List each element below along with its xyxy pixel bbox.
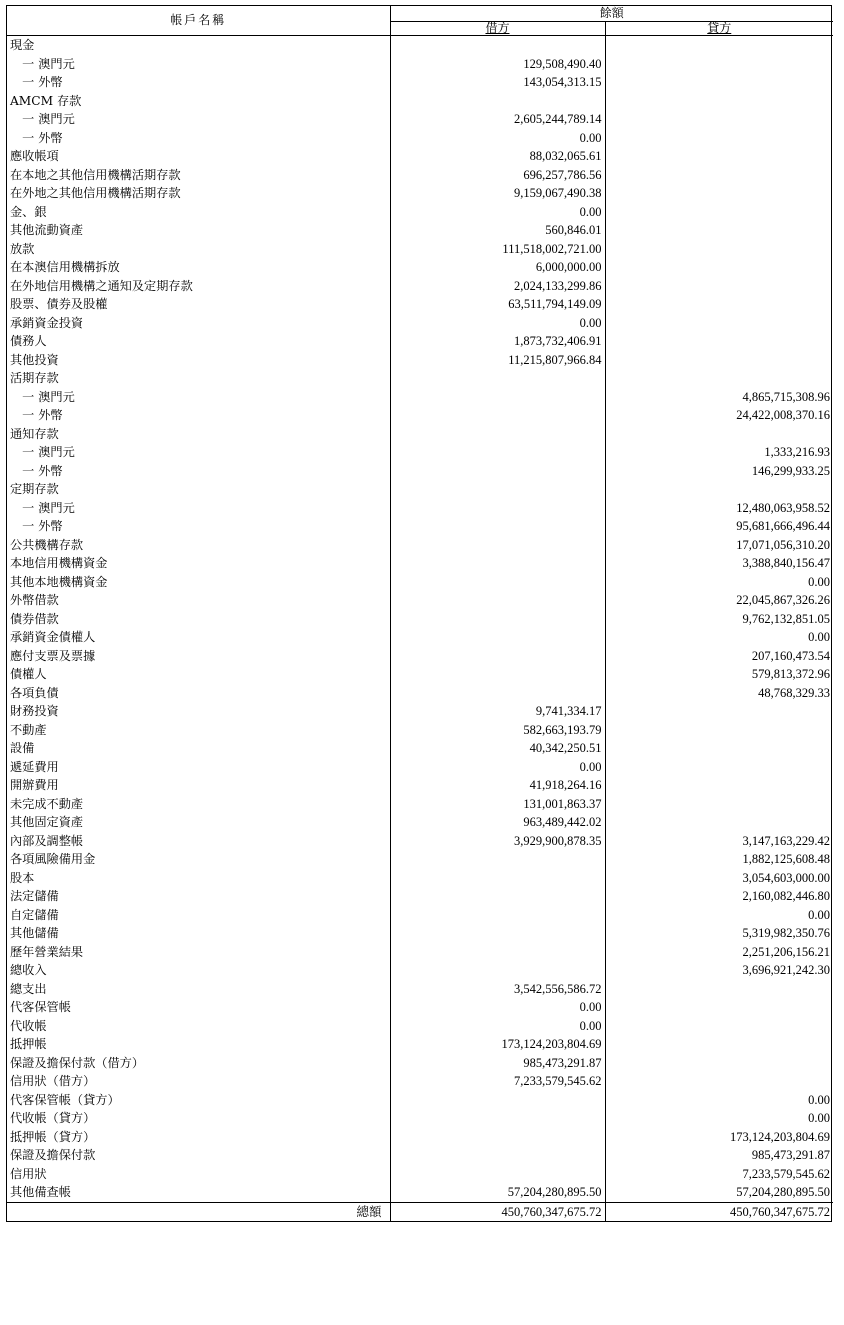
account-name-cell: 信用狀（借方） [7,1072,390,1091]
table-row [7,1146,833,1165]
account-name-cell: 一 外幣 [7,73,390,92]
total-row [7,1202,833,1221]
table-row [7,665,833,684]
table-row [7,536,833,555]
debit-cell: 3,542,556,586.72 [390,980,605,999]
debit-cell: 111,518,002,721.00 [390,240,605,259]
credit-cell [605,998,833,1017]
credit-cell [605,813,833,832]
credit-cell [605,1054,833,1073]
credit-cell [605,480,833,499]
credit-cell: 7,233,579,545.62 [742,1166,831,1181]
credit-cell: 173,124,203,804.69 [730,1129,831,1144]
account-name-cell: 在本澳信用機構拆放 [7,258,390,277]
debit-cell [390,443,605,462]
debit-cell [390,1091,605,1110]
account-name-cell: 代收帳（貸方） [7,1109,390,1128]
table-row [7,739,833,758]
table-row [7,813,833,832]
credit-cell [605,277,833,296]
table-row [7,906,833,925]
debit-cell [390,406,605,425]
debit-cell [390,869,605,888]
credit-cell: 207,160,473.54 [751,648,831,663]
table-row [7,1072,833,1091]
debit-cell: 0.00 [390,314,605,333]
account-name-cell: 一 外幣 [7,517,390,536]
credit-cell: 3,054,603,000.00 [742,870,831,885]
table-row [7,1017,833,1036]
debit-cell: 0.00 [390,129,605,148]
table-row [7,295,833,314]
account-name-cell: 現金 [7,36,390,55]
account-name-cell: 代收帳 [7,1017,390,1036]
debit-cell [390,628,605,647]
table-row [7,480,833,499]
table-row [7,702,833,721]
credit-cell [605,295,833,314]
table-row [7,573,833,592]
account-name-cell: AMCM 存款 [7,92,390,111]
debit-cell [390,961,605,980]
debit-cell: 2,024,133,299.86 [390,277,605,296]
debit-cell [390,1146,605,1165]
account-name-cell: 一 澳門元 [7,388,390,407]
debit-cell [390,369,605,388]
debit-cell: 173,124,203,804.69 [390,1035,605,1054]
credit-cell: 0.00 [808,630,831,644]
account-name-cell: 股本 [7,869,390,888]
account-name-cell: 公共機構存款 [7,536,390,555]
table-row [7,277,833,296]
account-name-cell: 開辦費用 [7,776,390,795]
account-name-cell: 承銷資金債權人 [7,628,390,647]
table-row [7,980,833,999]
debit-cell [390,499,605,518]
account-name-cell: 代客保管帳（貸方） [7,1091,390,1110]
table-row [7,721,833,740]
table-row [7,684,833,703]
table-row [7,314,833,333]
account-name-cell: 其他流動資產 [7,221,390,240]
debit-cell [390,943,605,962]
table-row [7,332,833,351]
account-name-cell: 債權人 [7,665,390,684]
account-rows [7,36,833,1203]
account-name-cell: 承銷資金投資 [7,314,390,333]
credit-cell: 0.00 [808,1092,831,1107]
table-row [7,832,833,851]
debit-cell: 963,489,442.02 [390,813,605,832]
debit-cell [390,554,605,573]
credit-cell: 1,333,216.93 [764,445,831,459]
table-row [7,110,833,129]
table-row [7,887,833,906]
debit-cell: 41,918,264.16 [390,776,605,795]
account-name-cell: 一 外幣 [7,462,390,481]
account-name-cell: 一 外幣 [7,406,390,425]
table-row [7,73,833,92]
table-row [7,1165,833,1184]
debit-cell [390,591,605,610]
account-name-cell: 歷年營業結果 [7,943,390,962]
debit-cell [390,647,605,666]
debit-cell [390,906,605,925]
credit-cell [605,721,833,740]
account-name-cell: 其他備查帳 [7,1183,390,1202]
table-row [7,1091,833,1110]
account-name-cell: 未完成不動產 [7,795,390,814]
account-name-cell: 一 澳門元 [7,499,390,518]
table-row [7,240,833,259]
debit-cell [390,887,605,906]
debit-cell: 7,233,579,545.62 [390,1072,605,1091]
account-name-cell: 財務投資 [7,702,390,721]
account-name-cell: 代客保管帳 [7,998,390,1017]
table-row [7,203,833,222]
debit-cell: 88,032,065.61 [390,147,605,166]
debit-cell [390,850,605,869]
credit-cell: 4,865,715,308.96 [742,389,831,404]
debit-cell: 0.00 [390,203,605,222]
debit-cell: 696,257,786.56 [390,166,605,185]
credit-cell [605,425,833,444]
account-name-cell: 其他儲備 [7,924,390,943]
account-name-cell: 放款 [7,240,390,259]
debit-cell [390,665,605,684]
debit-cell [390,36,605,55]
credit-cell [605,73,833,92]
credit-cell [605,776,833,795]
credit-cell [605,110,833,129]
credit-cell [605,55,833,74]
account-name-cell: 保證及擔保付款（借方） [7,1054,390,1073]
account-name-cell: 法定儲備 [7,887,390,906]
account-name-header: 帳戶名稱 [7,6,390,36]
credit-cell [605,980,833,999]
credit-cell [605,1035,833,1054]
credit-cell: 17,071,056,310.20 [736,537,831,552]
table-row [7,1128,833,1147]
account-name-cell: 內部及調整帳 [7,832,390,851]
table-row [7,758,833,777]
debit-cell [390,462,605,481]
table-row [7,36,833,55]
credit-cell [605,92,833,111]
debit-cell: 985,473,291.87 [390,1054,605,1073]
table-row [7,943,833,962]
debit-cell: 11,215,807,966.84 [390,351,605,370]
account-name-cell: 抵押帳 [7,1035,390,1054]
credit-cell: 48,768,329.33 [758,685,831,700]
debit-cell [390,1165,605,1184]
credit-cell: 57,204,280,895.50 [736,1185,831,1199]
table-row [7,443,833,462]
table-row [7,388,833,407]
debit-cell: 129,508,490.40 [390,55,605,74]
debit-cell [390,536,605,555]
credit-cell [605,702,833,721]
credit-cell [605,332,833,351]
table-row [7,776,833,795]
account-name-cell: 總支出 [7,980,390,999]
credit-cell [605,147,833,166]
table-row [7,129,833,148]
account-name-cell: 應付支票及票據 [7,647,390,666]
debit-cell: 6,000,000.00 [390,258,605,277]
table-row [7,647,833,666]
debit-cell: 3,929,900,878.35 [390,832,605,851]
credit-cell [605,1017,833,1036]
account-name-cell: 本地信用機構資金 [7,554,390,573]
debit-cell [390,1128,605,1147]
table-row [7,369,833,388]
table-row [7,1109,833,1128]
account-name-cell: 設備 [7,739,390,758]
table-row [7,924,833,943]
credit-cell: 3,147,163,229.42 [742,833,831,848]
account-name-cell: 在外地信用機構之通知及定期存款 [7,277,390,296]
table-row [7,55,833,74]
table-row [7,628,833,647]
account-name-cell: 活期存款 [7,369,390,388]
debit-cell: 560,846.01 [390,221,605,240]
credit-cell [605,166,833,185]
credit-cell: 95,681,666,496.44 [736,519,831,533]
credit-cell: 1,882,125,608.48 [742,852,831,866]
account-name-cell: 在外地之其他信用機構活期存款 [7,184,390,203]
debit-cell [390,1109,605,1128]
credit-cell: 0.00 [808,907,831,922]
account-name-cell: 一 外幣 [7,129,390,148]
table-row [7,92,833,111]
credit-header: 貸方 [605,22,833,36]
table-row [7,166,833,185]
credit-cell: 22,045,867,326.26 [736,593,831,607]
table-row [7,425,833,444]
account-name-cell: 遞延費用 [7,758,390,777]
credit-cell [605,258,833,277]
debit-cell [390,684,605,703]
credit-cell: 2,251,206,156.21 [742,944,831,959]
table-row [7,184,833,203]
table-row [7,258,833,277]
account-name-cell: 一 澳門元 [7,110,390,129]
table-row [7,406,833,425]
table-row [7,850,833,869]
table-row [7,1183,833,1202]
debit-cell: 582,663,193.79 [390,721,605,740]
account-name-cell: 抵押帳（貸方） [7,1128,390,1147]
account-name-cell: 各項負債 [7,684,390,703]
debit-cell [390,924,605,943]
balance-header: 餘額 [390,6,833,22]
account-name-cell: 在本地之其他信用機構活期存款 [7,166,390,185]
debit-cell [390,517,605,536]
credit-cell [605,758,833,777]
debit-cell: 9,741,334.17 [390,702,605,721]
credit-cell [605,184,833,203]
account-name-cell: 總收入 [7,961,390,980]
account-name-cell: 外幣借款 [7,591,390,610]
account-name-cell: 債券借款 [7,610,390,629]
credit-cell [605,795,833,814]
credit-cell: 0.00 [808,1111,831,1125]
credit-cell [605,351,833,370]
account-name-cell: 應收帳項 [7,147,390,166]
credit-cell: 5,319,982,350.76 [742,926,831,940]
debit-cell: 143,054,313.15 [390,73,605,92]
account-name-cell: 其他投資 [7,351,390,370]
trial-balance-sheet [6,5,832,1222]
table-row [7,499,833,518]
total-debit: 450,760,347,675.72 [390,1202,605,1221]
credit-cell: 12,480,063,958.52 [736,500,831,515]
credit-cell: 579,813,372.96 [751,667,831,681]
account-name-cell: 一 澳門元 [7,443,390,462]
account-name-cell: 自定儲備 [7,906,390,925]
credit-cell [605,203,833,222]
account-name-cell: 各項風險備用金 [7,850,390,869]
table-row [7,351,833,370]
debit-cell: 40,342,250.51 [390,739,605,758]
table-row [7,961,833,980]
table-row [7,1054,833,1073]
account-name-cell: 其他本地機構資金 [7,573,390,592]
table-row [7,554,833,573]
credit-cell: 3,388,840,156.47 [742,556,831,570]
debit-header: 借方 [390,22,605,36]
debit-cell [390,610,605,629]
account-name-cell: 保證及擔保付款 [7,1146,390,1165]
debit-cell: 63,511,794,149.09 [390,295,605,314]
total-credit: 450,760,347,675.72 [605,1202,833,1221]
account-name-cell: 債務人 [7,332,390,351]
debit-cell [390,573,605,592]
credit-cell [605,314,833,333]
debit-cell: 1,873,732,406.91 [390,332,605,351]
debit-cell: 0.00 [390,758,605,777]
credit-cell [605,739,833,758]
account-name-cell: 一 澳門元 [7,55,390,74]
debit-cell: 131,001,863.37 [390,795,605,814]
credit-cell: 3,696,921,242.30 [742,963,831,977]
credit-cell: 9,762,132,851.05 [742,611,831,626]
debit-cell [390,92,605,111]
credit-cell: 985,473,291.87 [751,1148,831,1162]
credit-cell [605,36,833,55]
debit-cell [390,425,605,444]
debit-cell: 9,159,067,490.38 [390,184,605,203]
table-row [7,795,833,814]
credit-cell [605,129,833,148]
debit-cell: 57,204,280,895.50 [390,1183,605,1202]
debit-cell: 2,605,244,789.14 [390,110,605,129]
table-row [7,221,833,240]
table-row [7,462,833,481]
table-row [7,998,833,1017]
account-name-cell: 不動產 [7,721,390,740]
table-row [7,610,833,629]
account-name-cell: 其他固定資產 [7,813,390,832]
credit-cell [605,221,833,240]
account-name-cell: 通知存款 [7,425,390,444]
table-row [7,1035,833,1054]
credit-cell [605,1072,833,1091]
trial-balance-table [7,6,833,1221]
credit-cell [605,369,833,388]
debit-cell: 0.00 [390,998,605,1017]
credit-cell: 146,299,933.25 [751,463,831,478]
total-label: 總額 [7,1202,390,1221]
credit-cell: 0.00 [808,574,831,589]
debit-cell [390,388,605,407]
account-name-cell: 金、銀 [7,203,390,222]
table-row [7,147,833,166]
credit-cell: 2,160,082,446.80 [742,889,831,903]
credit-cell: 24,422,008,370.16 [736,408,831,422]
table-row [7,517,833,536]
credit-cell [605,240,833,259]
table-row [7,591,833,610]
debit-cell [390,480,605,499]
account-name-cell: 信用狀 [7,1165,390,1184]
account-name-cell: 定期存款 [7,480,390,499]
table-row [7,869,833,888]
account-name-cell: 股票、債券及股權 [7,295,390,314]
debit-cell: 0.00 [390,1017,605,1036]
